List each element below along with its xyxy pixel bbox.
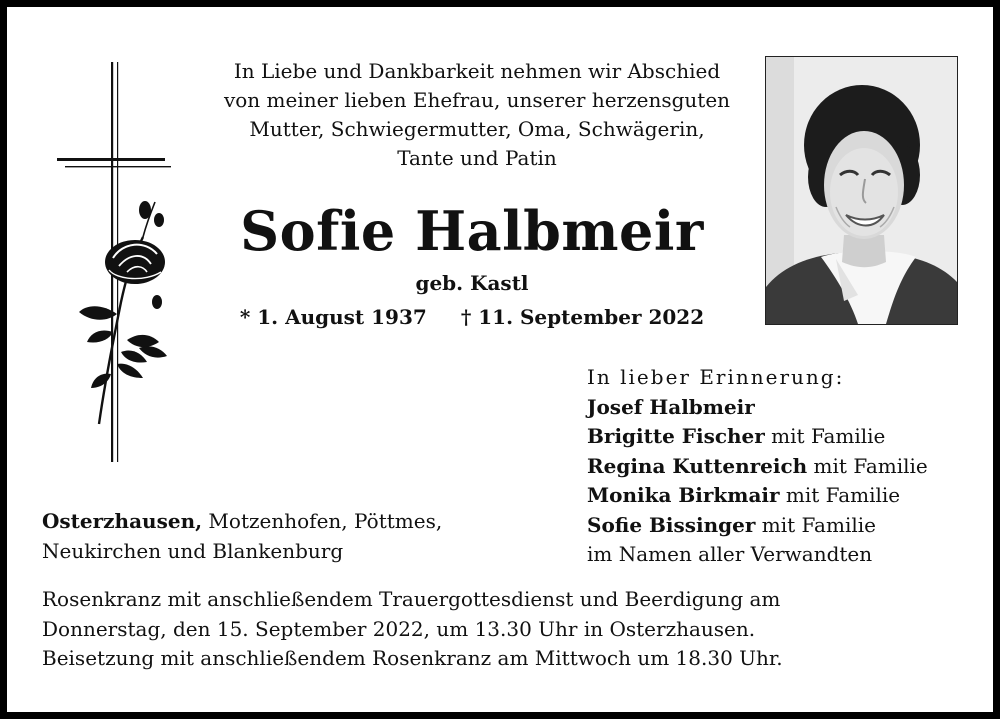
service-line: Beisetzung mit anschließendem Rosenkranz am Mittwoch um 18.30 Uhr. bbox=[42, 646, 783, 670]
mourner-suffix: mit Familie bbox=[764, 424, 886, 448]
mourner-line bbox=[587, 481, 928, 511]
service-line: Rosenkranz mit anschließendem Trauergottesdienst und Beerdigung am bbox=[42, 587, 781, 611]
obituary-notice bbox=[7, 7, 993, 712]
mourner-suffix: mit Familie bbox=[807, 453, 928, 478]
mourner-name: Monika Birkmair bbox=[587, 483, 780, 507]
location-line-2: Neukirchen und Blankenburg bbox=[42, 538, 344, 563]
mourner-name: Josef Halbmeir bbox=[587, 394, 755, 419]
mourner-line bbox=[587, 452, 928, 482]
location-line bbox=[42, 507, 442, 537]
maiden-name: geb. Kastl bbox=[415, 271, 529, 295]
portrait-photo bbox=[765, 56, 958, 325]
intro-text bbox=[177, 57, 777, 173]
deceased-name: Sofie Halbmeir bbox=[240, 199, 704, 263]
portrait-image bbox=[766, 57, 957, 324]
mourner-line bbox=[587, 393, 928, 423]
location-rest: Motzenhofen, Pöttmes, bbox=[202, 509, 443, 533]
mourner-suffix: mit Familie bbox=[779, 483, 901, 507]
mourner-line bbox=[587, 422, 928, 452]
intro-line: von meiner lieben Ehefrau, unserer herzensguten bbox=[223, 88, 731, 112]
intro-line: Tante und Patin bbox=[397, 146, 557, 170]
birth-date: * 1. August 1937 bbox=[239, 305, 427, 329]
death-date: † 11. September 2022 bbox=[460, 305, 705, 329]
mourner-name: Brigitte Fischer bbox=[587, 424, 765, 448]
intro-line: Mutter, Schwiegermutter, Oma, Schwägerin, bbox=[249, 117, 705, 141]
service-line: Donnerstag, den 15. September 2022, um 13.30 Uhr in Osterzhausen. bbox=[42, 616, 756, 641]
service-info bbox=[42, 585, 783, 674]
mourner-name: Sofie Bissinger bbox=[587, 512, 756, 537]
mourner-name: Regina Kuttenreich bbox=[587, 453, 808, 478]
memory-closing: im Namen aller Verwandten bbox=[587, 542, 873, 566]
location-main: Osterzhausen, bbox=[42, 509, 203, 533]
life-dates bbox=[182, 302, 762, 332]
mourners-list bbox=[587, 363, 928, 570]
memory-heading: In lieber Erinnerung: bbox=[587, 365, 845, 389]
cross-with-rose-icon bbox=[47, 52, 187, 472]
mourner-suffix: mit Familie bbox=[755, 512, 876, 537]
intro-line: In Liebe und Dankbarkeit nehmen wir Abschied bbox=[233, 59, 721, 83]
mourner-line bbox=[587, 511, 928, 541]
location-block bbox=[42, 507, 442, 566]
